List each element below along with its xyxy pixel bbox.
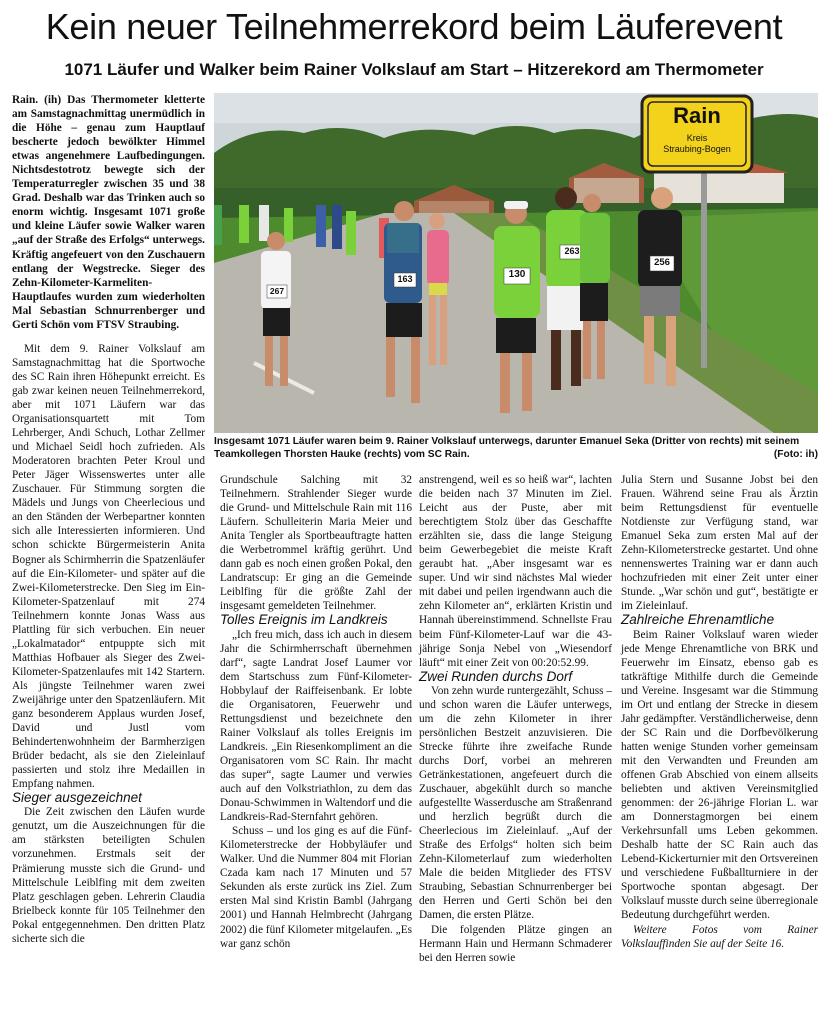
lead-paragraph: Rain. (ih) Das Thermometer kletterte am Samstagnachmittag unermüdlich in die Höhe – genau zum Hauptlauf bescherte jedoch bewölkter Himmel etwas angenehmere Laufbedingungen. Nichtsdestotrotz bewegte sich der Temperaturregler zwischen 35 und 38 Grad. Deshalb war das Trinken auch so enorm wichtig. Insgesamt 1071 große und kleine Läufer sowie Walker waren „auf der Straße des Erfolgs“ unterwegs. Kräftig angefeuert von den Zuschauern entlang der Wegstrecke. Sieger des Zehn-Kilometer-Karmeliten-Hauptlaufes wurden zum wiederholten Mal Sebastian Schnurrenberger und Gerti Schön vom FTSV Straubing. xyxy=(12,94,205,331)
body-paragraph: Die Zeit zwischen den Läufen wurde genutzt, um die Auszeichnungen für die am stärksten beteiligten Schulen vorzunehmen. Erstmals seit der Prämierung musste sich die Grund- und Mittelschule Leiblfing mit dem zweiten Platz geschlagen geben. Lehrerin Claudia Brielbeck konnte für 105 Teilnehmer den Pokal entgegennehmen. Den dritten Platz sicherte sich die xyxy=(12,806,205,945)
sign-town-name: Rain xyxy=(673,103,721,128)
body-paragraph: Grundschule Salching mit 32 Teilnehmern. Strahlender Sieger wurde die Grund- und Mittelschule Rain mit 116 Läufern. Schulleiterin Maria Meier und Anita Tengler als Sportbeauftragte hatten die Werbetrommel kräftig gerührt. Und dann gab es noch einen großen Pokal, den Landratscup: Er ging an die Gemeinde Leiblfing für die größte Zahl der insgesamt gemeldeten Teilnehmer. xyxy=(220,474,412,613)
headline: Kein neuer Teilnehmerrekord beim Läuferevent xyxy=(45,6,783,47)
bib-number: 263 xyxy=(564,246,580,256)
sign-district-line2: Straubing-Bogen xyxy=(663,144,731,154)
body-paragraph: Schuss – und los ging es auf die Fünf-Kilometerstrecke der Hobbyläufer und Walker. Und die Nummer 804 mit Florian Czada kam nach 17 Minuten und 57 Sekunden als erste zurück ins Ziel. Zum ersten Mal sind Kristin Bambl (Jahrgang 2001) und Hannah Helmbrecht (Jahrgang 2002) die fünf Kilometer mitgelaufen. „Es war ganz schön xyxy=(220,825,412,950)
body-paragraph: Von zehn wurde runtergezählt, Schuss – und schon waren die Läufer unterwegs, um die zehn Kilometer in ihrer persönlichen Bestzeit anzuvisieren. Die Strecke führte ihre zweifache Runde durchs Dorf, vorbei an mehreren Getränkestationen, angefeuert durch die Zuschauer, abgekühlt durch so manche aufgestellte Wasserdusche am Straßenrand und herzlich begrüßt durch die Cheerlecious im Zieleinlauf. „Auf der Straße des Erfolgs“ holten sich beim Zehn-Kilometerlauf zum wiederholten Male die beiden Mitglieder des FTSV Straubing, Sebastian Schnurrenberger bei den Herren und Gerti Schön bei den Damen, die ersten Plätze. xyxy=(419,684,612,922)
section-heading: Zwei Runden durchs Dorf xyxy=(419,668,573,684)
section-heading: Sieger ausgezeichnet xyxy=(12,790,142,806)
section-heading: Zahlreiche Ehrenamtliche xyxy=(621,612,775,628)
photo-caption xyxy=(214,436,818,461)
bib-number: 163 xyxy=(397,274,413,284)
article-column-4 xyxy=(621,473,818,951)
subhead: 1071 Läufer und Walker beim Rainer Volkslauf am Start – Hitzerekord am Thermometer xyxy=(64,60,764,79)
article-column-2 xyxy=(220,473,412,951)
body-paragraph: Julia Stern und Susanne Jobst bei den Frauen. Während seine Frau als Ärztin beim Rettungsdienst für eventuelle Notdienste zur Verfügung stand, war Emanuel Seka zum ersten Mal auf der Zehn-Kilometerstrecke gestartet. Und ohne nennenswertes Training war er dann auch hochzufrieden mit einer Zeit unter einer Stunde. „War schön und gut“, bestätigte er im Zieleinlauf. xyxy=(621,474,818,613)
runners-photo xyxy=(214,93,818,433)
body-paragraph: „Ich freu mich, dass ich auch in diesem Jahr die Schirmherrschaft übernehmen darf“, sagte Landrat Josef Laumer vor dem Startschuss zum Fünf-Kilometer-Hobbylauf der Raiffeisenbank. Er lobte die Organisatoren, Feuerwehr und Rettungsdienst und bezeichnete den Rainer Volkslauf als tolles Ereignis im Landkreis. „Ein Riesenkompliment an die Organisatoren vom SC Rain. Ihr macht das super“, sagte Laumer und verwies auch auf den Volkstriathlon, zu dem das Donau-Schwimmen in Waltendorf und die Landkreis-Rad-Sternfahrt gehören. xyxy=(220,628,412,824)
sign-district-line1: Kreis xyxy=(686,133,708,143)
body-paragraph: anstrengend, weil es so heiß war“, lachten die beiden nach 37 Minuten im Ziel. Leicht aus der Puste, aber mit berechtigtem Stolz über das Geschaffte erzählten sie, dass die lange Steigung beim Gewerbegebiet die meiste Kraft geraubt hat. „Aber insgesamt war es super. Und wir sind nächstes Mal wieder mit dabei und peilen irgendwann auch die zehn Kilometer an“, erklärten Kristin und Hannah übereinstimmend. Schnellste Frau beim Fünf-Kilometer-Lauf war die 43-jährige Sonja Nebel von „Wiesendorf läuft“ mit einer Zeit von 00:20:52.99. xyxy=(419,474,612,669)
bib-number: 256 xyxy=(654,257,670,268)
caption-text: Insgesamt 1071 Läufer waren beim 9. Rainer Volkslauf unterwegs, darunter Emanuel Seka (Dritter von rechts) mit seinem Teamkollegen Thorsten Hauke (rechts) vom SC Rain. xyxy=(214,436,800,460)
article-column-3 xyxy=(419,473,612,965)
body-paragraph: Beim Rainer Volkslauf waren wieder jede Menge Ehrenamtliche von BRK und Feuerwehr im Einsatz, ebenso gab es tatkräftige Mithilfe durch die Gemeinde und Vereine. Insgesamt war die Stimmung im Ort und entlang der Strecke in diesem Jahr gedämpfter. Verständlicherweise, denn der SC Rain und die Dorfbevölkerung hatten wenige Stunden vorher gemeinsam mit den Verwandten und Freunden am offenen Grab Abschied von einem allseits beliebten und aktiven Vereinsmitglied genommen: der 26-jährige Florian L. war am Donnerstagmorgen bei einem Verkehrsunfall ums Leben gekommen. Deshalb hatte der SC Rain auch das Lebend-Kickerturnier mit den Ortsvereinen und verschiedene Fußballturniere in der Sportwoche spontan abgesagt. Der Volkslauf musste durch seine überregionale Bedeutung durchgeführt werden. xyxy=(621,628,818,922)
photo-credit: (Foto: ih) xyxy=(773,448,818,460)
bib-number: 267 xyxy=(269,286,285,296)
article-column-1 xyxy=(12,93,205,946)
body-paragraph: Mit dem 9. Rainer Volkslauf am Samstagnachmittag hat die Sportwoche des SC Rain ihren Höhepunkt erreicht. Es gab zwar keinen neuen Teilnehmerrekord, aber mit 1071 Läufern war das Organisationsquartett mit Tom Lehrberger, Andi Schuch, Lothar Zellmer und Michael Seidl hoch zufrieden. Als Moderatoren brachten Peter Kroul und Peter Jäger Wissenswertes unter alle Zuschauer. Für Stimmung sorgten die Mädels und Jungs von Cheerlecious und an den Ständen der Werbepartner konnten sich alle Interessierten informieren. Und schon schickte Bürgermeisterin Anita Bogner als Schirmherrin die Spatzenläufer auf die Ein-Kilometer- und später auf die Zwei-Kilometerstrecke. Den Sieg im Ein-Kilometer-Spatzenlauf mit 274 Teilnehmern konnte Jonas Wass aus Plattling für sich verbuchen. Ein neuer „Lokalmatador“ entpuppte sich mit Matthias Hofbauer als Sieger des Zwei-Kilometer-Spatzenlaufes mit 142 Startern. Als jüngste Teilnehmer waren zwei Zweijährige unter den Spatzenläufern. Mit ganz besonderem Applaus wurden Josef, David und Justl vom Behindertenwohnheim der Barmherzigen Brüder bedacht, als sie den Zieleinlauf passierten und stolz ihre Medaillen in Empfang nahmen. xyxy=(12,342,205,791)
bib-number: 130 xyxy=(508,269,526,280)
see-also-note: Weitere Fotos vom Rainer Volkslauffinden Sie auf der Seite 16. xyxy=(621,923,818,950)
body-paragraph: Die folgenden Plätze gingen an Hermann Hain und Hermann Schmaderer bei den Herren sowie xyxy=(419,923,612,964)
section-heading: Tolles Ereignis im Landkreis xyxy=(220,612,388,628)
